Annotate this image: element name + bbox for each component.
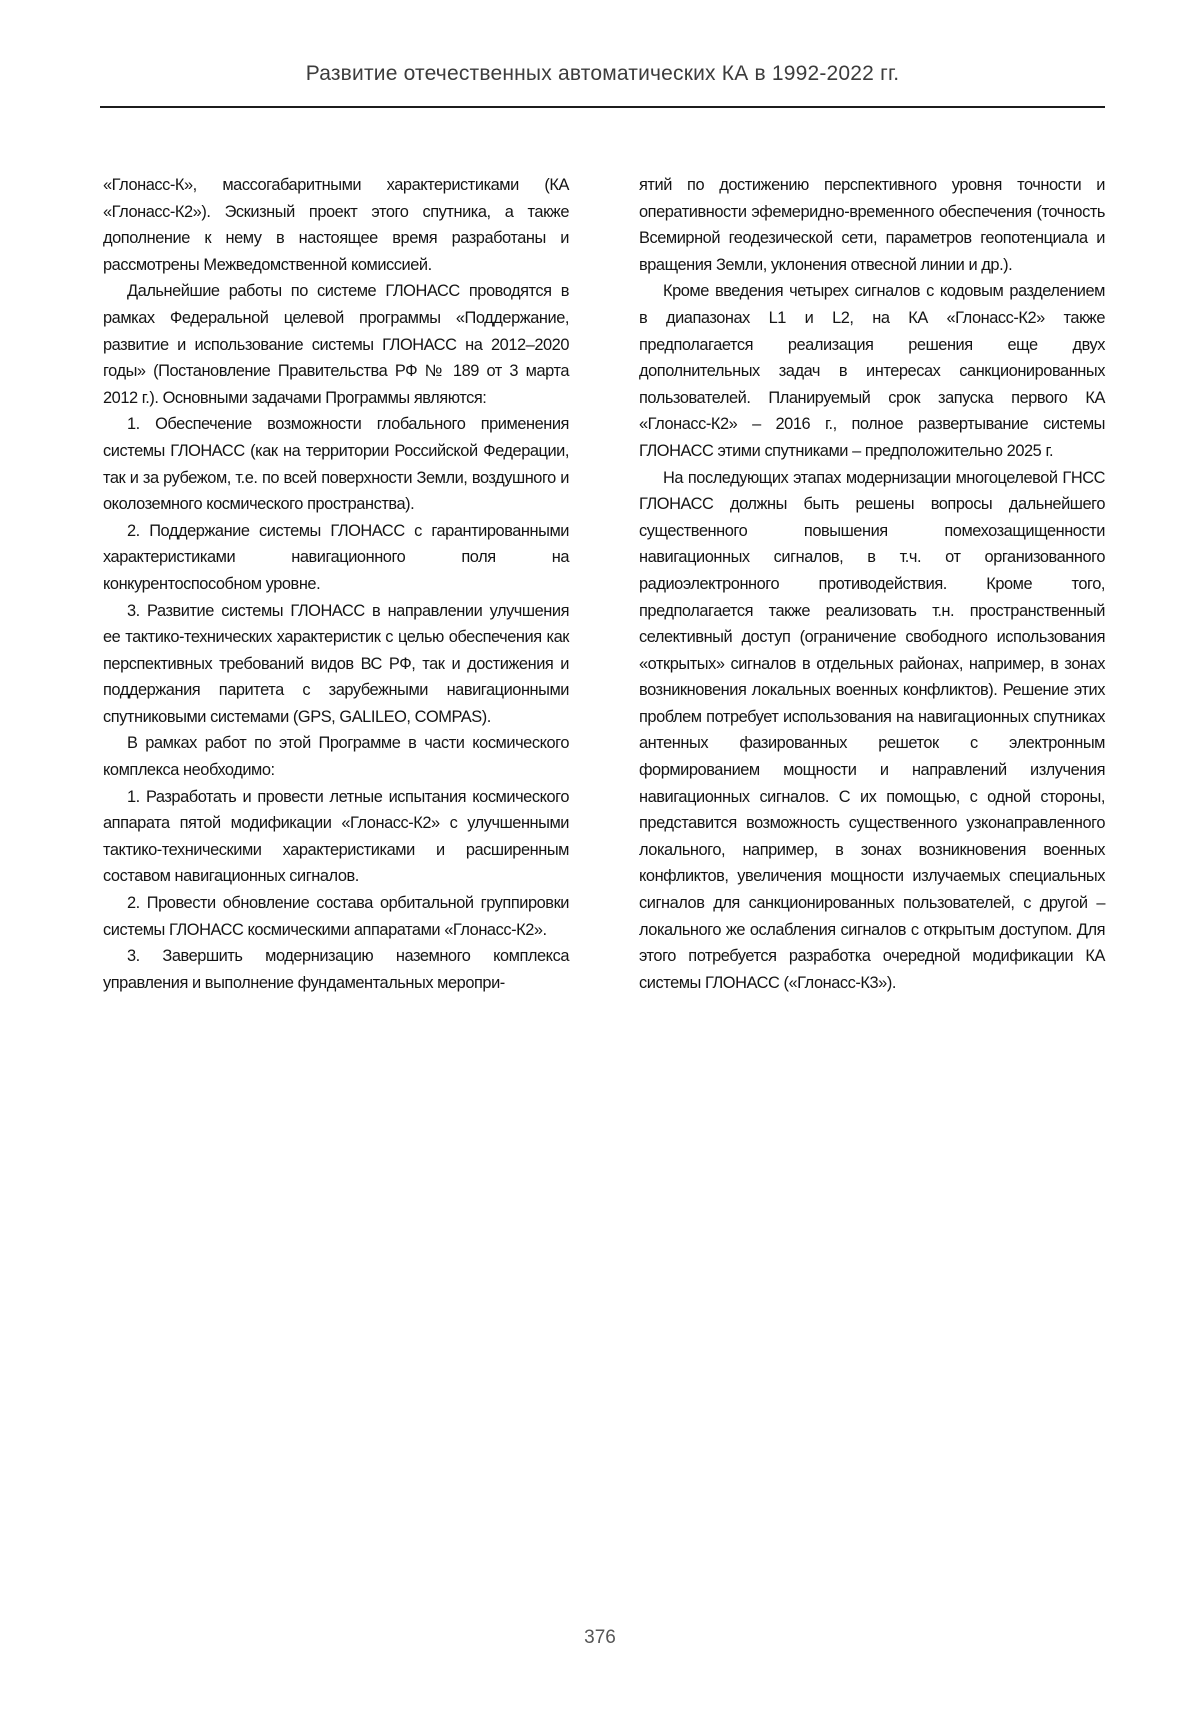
paragraph: На последующих этапах модернизации многоцелевой ГНСС ГЛОНАСС должны быть решены вопросы дальнейшего существенного повышения помехозащищенности навигационных сигналов, в т.ч. от организованного радиоэлектронного противодействия. Кроме того, предполагается также реализовать т.н. пространственный селективный доступ (ограничение свободного использования «открытых» сигналов в отдельных районах, например, в зонах возникновения локальных военных конфликтов). Решение этих проблем потребует использования на навигационных спутниках антенных фазированных решеток с электронным формированием мощности и направлений излучения навигационных сигналов. С их помощью, с одной стороны, представится возможность существенного узконаправленного локального, например, в зонах возникновения военных конфликтов, увеличения мощности излучаемых специальных сигналов для санкционированных пользователей, с другой – локального же ослабления сигналов с открытым доступом. Для этого потребуется разработка очередной модификации КА системы ГЛОНАСС («Глонасс-К3»). xyxy=(639,468,1105,992)
paragraph: ятий по достижению перспективного уровня точности и оперативности эфемеридно-временного обеспечения (точность Всемирной геодезической сети, параметров геопотенциала и вращения Земли, уклонения отвесной линии и др.). xyxy=(639,176,1105,274)
paragraph: 1. Обеспечение возможности глобального применения системы ГЛОНАСС (как на территории Российской Федерации, так и за рубежом, т.е. по всей поверхности Земли, воздушного и околоземного космического пространства). xyxy=(103,415,569,514)
paragraph: 3. Завершить модернизацию наземного комплекса управления и выполнение фундаментальных меропри- xyxy=(103,947,569,992)
paragraph: В рамках работ по этой Программе в части космического комплекса необходимо: xyxy=(103,734,569,780)
page-number: 376 xyxy=(584,1627,616,1648)
header-rule xyxy=(100,106,1105,108)
paragraph: Кроме введения четырех сигналов с кодовым разделением в диапазонах L1 и L2, на КА «Глонасс-К2» также предполагается реализация решения еще двух дополнительных задач в интересах санкционированных пользователей. Планируемый срок запуска первого КА «Глонасс-К2» – 2016 г., полное развертывание системы ГЛОНАСС этими спутниками – предположительно 2025 г. xyxy=(639,282,1105,460)
paragraph: 2. Поддержание системы ГЛОНАСС с гарантированными характеристиками навигационного поля на конкурентоспособном уровне. xyxy=(103,521,569,593)
paragraph: 2. Провести обновление состава орбитальной группировки системы ГЛОНАСС космическими аппаратами «Глонасс-К2». xyxy=(103,894,569,939)
paragraph: Дальнейшие работы по системе ГЛОНАСС проводятся в рамках Федеральной целевой программы «Поддержание, развитие и использование системы ГЛОНАСС на 2012–2020 годы» (Постановление Правительства РФ № 189 от 3 марта 2012 г.). Основными задачами Программы являются: xyxy=(103,282,569,407)
left-column xyxy=(103,172,569,996)
paragraph: «Глонасс-К», массогабаритными характеристиками (КА «Глонасс-К2»). Эскизный проект этого спутника, а также дополнение к нему в настоящее время разработаны и рассмотрены Межведомственной комиссией. xyxy=(103,176,569,274)
paragraph: 3. Развитие системы ГЛОНАСС в направлении улучшения ее тактико-технических характеристик с целью обеспечения как перспективных требований видов ВС РФ, так и достижения и поддержания паритета с зарубежными навигационными спутниковыми системами (GPS, GALILEO, COMPAS). xyxy=(103,601,569,726)
right-column xyxy=(639,172,1105,996)
running-header: Развитие отечественных автоматических КА в 1992-2022 гг. xyxy=(305,62,900,85)
paragraph: 1. Разработать и провести летные испытания космического аппарата пятой модификации «Глонасс-К2» с улучшенными тактико-техническими характеристиками и расширенным составом навигационных сигналов. xyxy=(103,787,569,886)
